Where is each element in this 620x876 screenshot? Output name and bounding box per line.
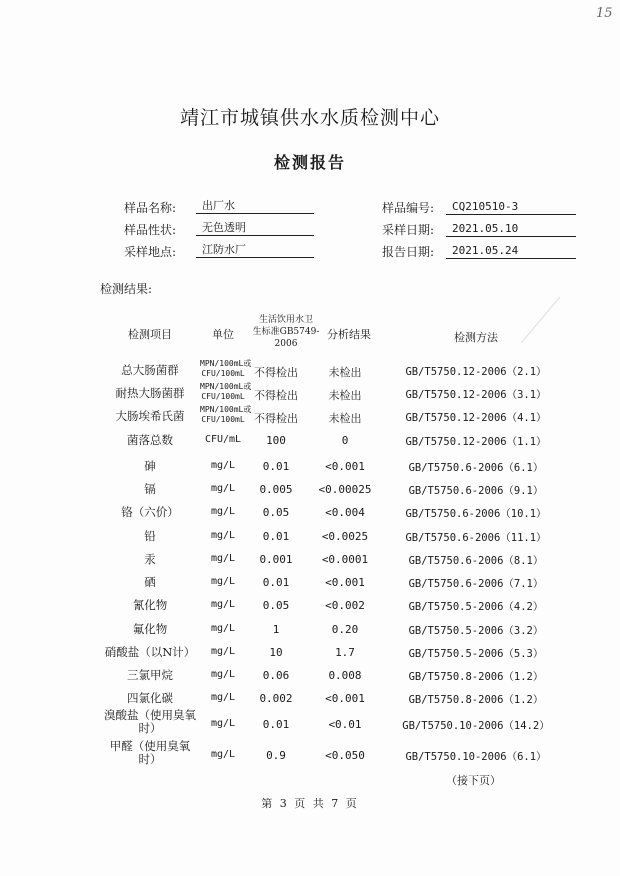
row-unit-cont: CFU/100mL bbox=[201, 369, 245, 378]
location-label: 采样地点: bbox=[124, 245, 177, 259]
row-item-name: 总大肠菌群 bbox=[121, 363, 179, 377]
row-analysis-result: <0.0001 bbox=[321, 553, 369, 566]
row-test-method: GB/T5750.5-2006（3.2） bbox=[408, 625, 544, 637]
page-number: 第 3 页 共 7 页 bbox=[261, 797, 359, 810]
row-unit-cont: CFU/100mL bbox=[201, 415, 245, 424]
sampling-date-value: 2021.05.10 bbox=[446, 221, 576, 237]
results-label: 检测结果: bbox=[100, 282, 153, 296]
sample-no-value: CQ210510-3 bbox=[446, 199, 576, 215]
row-standard-limit: 100 bbox=[266, 434, 286, 447]
row-unit: CFU/mL bbox=[204, 434, 242, 445]
row-standard-limit: 0.05 bbox=[262, 506, 290, 519]
row-unit: mg/L bbox=[210, 599, 236, 610]
row-item-name-cont: 时） bbox=[138, 752, 162, 766]
row-analysis-result: <0.001 bbox=[325, 460, 365, 473]
row-item-name: 镉 bbox=[144, 482, 156, 496]
row-item-name: 甲醛（使用臭氧 bbox=[109, 739, 191, 753]
row-test-method: GB/T5750.6-2006（9.1） bbox=[408, 485, 544, 497]
row-analysis-result: <0.01 bbox=[328, 718, 362, 731]
row-analysis-result: 0 bbox=[341, 434, 349, 447]
header-standard-line2: 生标准GB5749- bbox=[252, 327, 320, 337]
corner-note: 15 bbox=[596, 6, 613, 21]
row-unit: mg/L bbox=[210, 483, 236, 494]
row-unit: mg/L bbox=[210, 718, 236, 729]
row-standard-limit: 0.9 bbox=[266, 749, 286, 762]
row-test-method: GB/T5750.6-2006（7.1） bbox=[408, 578, 544, 590]
row-test-method: GB/T5750.6-2006（10.1） bbox=[405, 508, 547, 520]
organization-name: 靖江市城镇供水水质检测中心 bbox=[179, 107, 440, 129]
row-test-method: GB/T5750.6-2006（8.1） bbox=[408, 555, 544, 567]
header-item: 检测项目 bbox=[128, 328, 172, 341]
row-standard-limit: 10 bbox=[269, 646, 283, 659]
row-item-name: 氰化物 bbox=[132, 598, 168, 612]
row-standard-limit: 0.01 bbox=[262, 460, 290, 473]
row-unit: mg/L bbox=[210, 646, 236, 657]
header-standard-line3: 2006 bbox=[274, 339, 298, 349]
row-analysis-result: 未检出 bbox=[328, 389, 362, 402]
row-analysis-result: <0.0025 bbox=[321, 530, 369, 543]
row-standard-limit: 0.05 bbox=[262, 599, 290, 612]
row-test-method: GB/T5750.10-2006（6.1） bbox=[405, 751, 547, 763]
row-item-name: 硒 bbox=[144, 575, 156, 589]
row-standard-limit: 0.001 bbox=[259, 553, 293, 566]
row-test-method: GB/T5750.8-2006（1.2） bbox=[408, 694, 544, 706]
row-standard-limit: 0.06 bbox=[262, 669, 290, 682]
sample-no-label: 样品编号: bbox=[382, 201, 435, 215]
row-test-method: GB/T5750.6-2006（6.1） bbox=[408, 462, 544, 474]
location-value: 江防水厂 bbox=[196, 242, 314, 258]
row-test-method: GB/T5750.12-2006（3.1） bbox=[405, 389, 547, 401]
row-analysis-result: <0.001 bbox=[325, 576, 365, 589]
row-standard-limit: 0.002 bbox=[259, 692, 293, 705]
row-test-method: GB/T5750.6-2006（11.1） bbox=[405, 532, 547, 544]
row-standard-limit: 0.01 bbox=[262, 530, 290, 543]
row-analysis-result: 未检出 bbox=[328, 412, 362, 425]
row-unit: mg/L bbox=[210, 553, 236, 564]
row-item-name: 大肠埃希氏菌 bbox=[115, 409, 185, 423]
row-item-name: 铬（六价） bbox=[121, 505, 179, 519]
report-date-value: 2021.05.24 bbox=[446, 243, 576, 259]
row-standard-limit: 1 bbox=[272, 623, 280, 636]
row-standard-limit: 0.005 bbox=[259, 483, 293, 496]
row-item-name: 汞 bbox=[144, 552, 156, 566]
row-item-name-cont: 时） bbox=[138, 721, 162, 735]
row-analysis-result: 0.008 bbox=[328, 669, 362, 682]
row-analysis-result: <0.004 bbox=[325, 506, 365, 519]
row-analysis-result: <0.001 bbox=[325, 692, 365, 705]
continued-note: （接下页） bbox=[446, 774, 501, 787]
row-unit: mg/L bbox=[210, 576, 236, 587]
row-test-method: GB/T5750.10-2006（14.2） bbox=[402, 720, 550, 732]
row-item-name: 砷 bbox=[144, 459, 156, 473]
row-unit: MPN/100mL或 bbox=[200, 359, 252, 368]
row-unit: mg/L bbox=[210, 669, 236, 680]
row-analysis-result: <0.00025 bbox=[318, 483, 372, 496]
row-item-name: 耐热大肠菌群 bbox=[115, 386, 185, 400]
row-analysis-result: 0.20 bbox=[331, 623, 359, 636]
row-item-name: 四氯化碳 bbox=[127, 691, 173, 705]
row-unit: mg/L bbox=[210, 623, 236, 634]
row-standard-limit: 0.01 bbox=[262, 718, 290, 731]
row-analysis-result: 未检出 bbox=[328, 366, 362, 379]
row-unit: mg/L bbox=[210, 692, 236, 703]
sample-nature-value: 无色透明 bbox=[196, 220, 314, 236]
row-unit: MPN/100mL或 bbox=[200, 382, 252, 391]
row-item-name: 氟化物 bbox=[132, 622, 168, 636]
sample-name-value: 出厂水 bbox=[196, 198, 314, 214]
row-standard-limit: 不得检出 bbox=[254, 366, 298, 379]
row-analysis-result: 1.7 bbox=[335, 646, 355, 659]
report-date-label: 报告日期: bbox=[382, 245, 435, 259]
row-standard-limit: 不得检出 bbox=[254, 389, 298, 402]
row-item-name: 铅 bbox=[144, 529, 156, 543]
row-item-name: 溴酸盐（使用臭氧 bbox=[104, 708, 196, 722]
row-test-method: GB/T5750.5-2006（5.3） bbox=[408, 648, 544, 660]
row-item-name: 硝酸盐（以N计） bbox=[104, 645, 196, 659]
row-unit: mg/L bbox=[210, 506, 236, 517]
header-method: 检测方法 bbox=[454, 331, 498, 344]
row-unit-cont: CFU/100mL bbox=[201, 392, 245, 401]
row-item-name: 菌落总数 bbox=[127, 433, 173, 447]
row-standard-limit: 0.01 bbox=[262, 576, 290, 589]
row-unit: MPN/100mL或 bbox=[200, 405, 252, 414]
row-analysis-result: <0.002 bbox=[325, 599, 365, 612]
header-unit: 单位 bbox=[212, 328, 234, 341]
row-test-method: GB/T5750.12-2006（4.1） bbox=[405, 412, 547, 424]
row-standard-limit: 不得检出 bbox=[254, 412, 298, 425]
row-unit: mg/L bbox=[210, 530, 236, 541]
header-result: 分析结果 bbox=[327, 328, 371, 341]
sample-nature-label: 样品性状: bbox=[124, 223, 177, 237]
row-test-method: GB/T5750.8-2006（1.2） bbox=[408, 671, 544, 683]
row-test-method: GB/T5750.5-2006（4.2） bbox=[408, 601, 544, 613]
row-item-name: 三氯甲烷 bbox=[127, 668, 173, 682]
row-analysis-result: <0.050 bbox=[325, 749, 365, 762]
report-title: 检测报告 bbox=[273, 153, 346, 172]
row-unit: mg/L bbox=[210, 749, 236, 760]
row-unit: mg/L bbox=[210, 460, 236, 471]
header-standard-line1: 生活饮用水卫 bbox=[258, 315, 313, 325]
sample-name-label: 样品名称: bbox=[124, 201, 177, 215]
row-test-method: GB/T5750.12-2006（2.1） bbox=[405, 366, 547, 378]
row-test-method: GB/T5750.12-2006（1.1） bbox=[405, 436, 547, 448]
sampling-date-label: 采样日期: bbox=[382, 223, 435, 237]
